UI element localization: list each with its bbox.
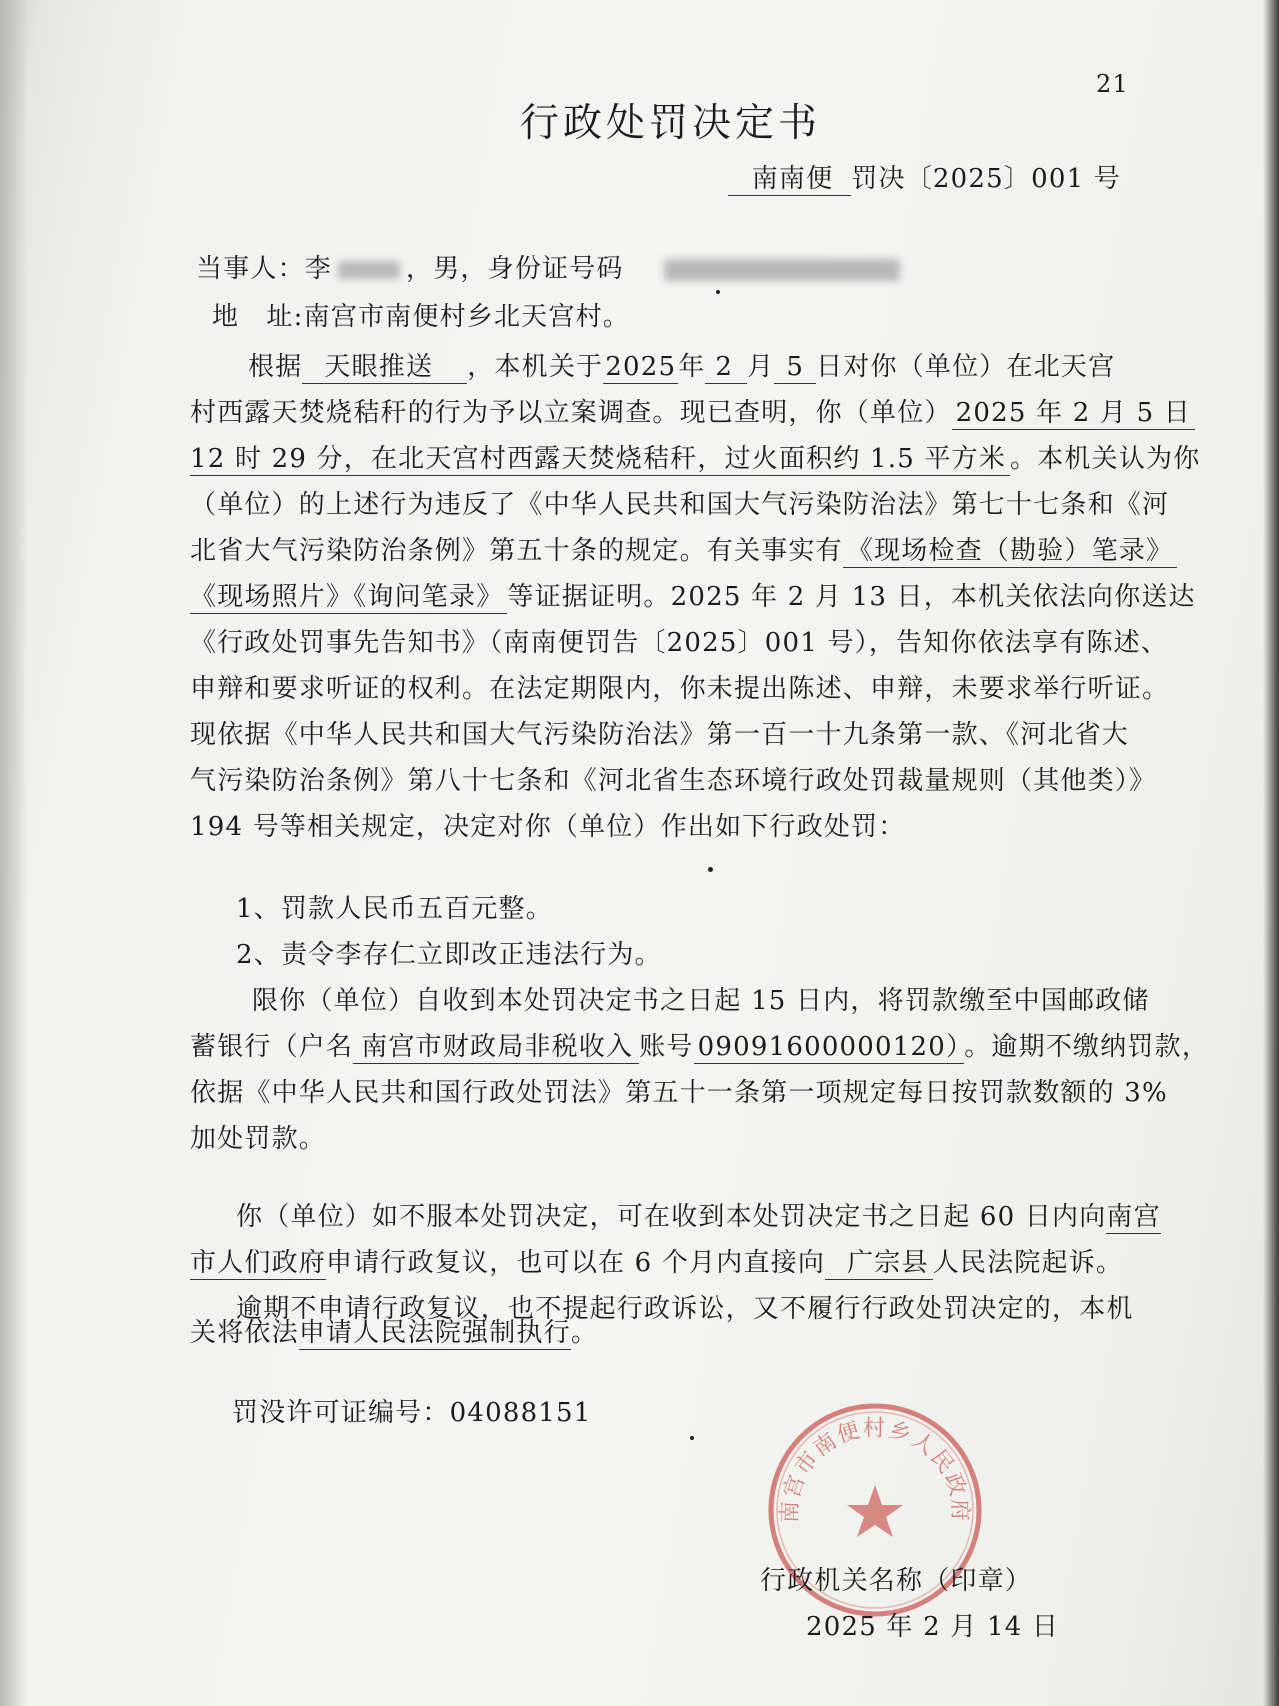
text: 根据	[248, 352, 303, 382]
penalty-item-1: 1、罚款人民币五百元整。	[236, 894, 553, 924]
paragraph-1-line-4: （单位）的上述行为违反了《中华人民共和国大气污染防治法》第七十七条和《河	[190, 490, 1170, 520]
page-edge-shadow	[0, 0, 28, 1706]
paragraph-1-line-5	[190, 530, 1177, 567]
paragraph-4-line-1: 逾期不申请行政复议，也不提起行政诉讼，又不履行行政处罚决定的，本机	[236, 1294, 1134, 1324]
text: 。本机关认为你	[1010, 444, 1201, 474]
text: 账号	[639, 1032, 694, 1062]
address-line	[212, 296, 630, 333]
fact-detail: 12 时 29 分，在北天宫村西露天焚烧秸秆，过火面积约 1.5 平方米	[190, 444, 1010, 476]
paragraph-1-line-9: 现依据《中华人民共和国大气污染防治法》第一百一十九条第一款、《河北省大	[190, 720, 1130, 750]
seal-text: 南宫市南便村乡人民政府	[777, 1416, 973, 1524]
text: 申请行政复议，也可以在 6 个月内直接向	[326, 1248, 826, 1278]
evidence-list-2: 《现场照片》《询问笔录》	[190, 582, 507, 614]
document-number-suffix: 罚决〔2025〕001 号	[851, 164, 1121, 194]
party-label: 当事人：李	[196, 254, 333, 284]
paragraph-2-line-1: 限你（单位）自收到本处罚决定书之日起 15 日内，将罚款缴至中国邮政储	[252, 986, 1150, 1016]
review-authority-1: 南宫	[1106, 1202, 1161, 1232]
evidence-list-1: 《现场检查（勘验）笔录》	[843, 536, 1177, 568]
text: 村西露天焚烧秸秆的行为予以立案调查。现已查明，你（单位）	[190, 398, 952, 428]
penalty-item-2: 2、责令李存仁立即改正违法行为。	[236, 940, 662, 970]
account-name: 南宫市财政局非税收入	[353, 1032, 639, 1064]
paragraph-1-line-2	[190, 392, 1195, 429]
text: 。逾期不缴纳罚款，	[964, 1032, 1210, 1062]
agency-abbr: 南南便	[728, 164, 852, 196]
text: 等证据证明。2025 年 2 月 13 日，本机关依法向你送达	[507, 582, 1196, 612]
paragraph-3-line-1	[236, 1196, 1161, 1233]
fact-date: 2025 年 2 月 5 日	[952, 398, 1195, 430]
text: ，本机关于	[467, 352, 604, 382]
redacted-name	[338, 261, 400, 279]
paragraph-3-line-2	[190, 1242, 1123, 1279]
case-year: 2025	[605, 352, 677, 382]
page-number: 21	[1096, 70, 1129, 98]
address-label: 地 址:	[212, 302, 304, 332]
text: 关将依法	[190, 1318, 299, 1348]
text: 日对你（单位）在北天宫	[816, 352, 1116, 382]
decision-date: 2025 年 2 月 14 日	[806, 1612, 1060, 1642]
document-number	[728, 158, 1121, 195]
speck	[690, 1436, 694, 1440]
case-month: 2	[705, 352, 747, 384]
paragraph-2-line-3: 依据《中华人民共和国行政处罚法》第五十一条第一项规定每日按罚款数额的 3%	[190, 1078, 1168, 1108]
paragraph-4-line-2	[190, 1312, 598, 1349]
permit-number: 罚没许可证编号：04088151	[232, 1398, 592, 1428]
document-title: 行政处罚决定书	[520, 101, 822, 146]
paragraph-1-line-8: 申辩和要求听证的权利。在法定期限内，你未提出陈述、申辩，未要求举行听证。	[190, 674, 1170, 704]
party-line	[196, 248, 900, 285]
agency-signature-label: 行政机关名称（印章）	[760, 1566, 1033, 1596]
paragraph-1-line-7: 《行政处罚事先告知书》（南南便罚告〔2025〕001 号），告知你依法享有陈述、	[190, 628, 1169, 658]
text: 月	[747, 352, 775, 382]
text: 你（单位）如不服本处罚决定，可在收到本处罚决定书之日起 60 日内向	[236, 1202, 1107, 1232]
text: 北省大气污染防治条例》第五十条的规定。有关事实有	[190, 536, 843, 566]
account-number: 09091600000120）	[694, 1032, 965, 1064]
paragraph-1-line-6	[190, 576, 1196, 613]
text: 人民法院起诉。	[932, 1248, 1124, 1278]
text: 蓄银行（户名	[190, 1032, 354, 1062]
text: 年	[678, 352, 706, 382]
redacted-id-number	[664, 259, 900, 281]
address-value: 南宫市南便村乡北天宫村。	[303, 302, 630, 332]
background-edge	[1263, 0, 1279, 1706]
text: 。	[570, 1318, 599, 1348]
seal-star-icon	[847, 1485, 903, 1537]
case-day: 5	[774, 352, 816, 384]
paragraph-2-line-2	[190, 1026, 1209, 1063]
enforcement-action: 申请人民法院强制执行	[298, 1318, 571, 1348]
paragraph-1-line-11: 194 号等相关规定，决定对你（单位）作出如下行政处罚：	[190, 812, 906, 842]
speck	[708, 867, 713, 872]
case-source: 天眼推送	[302, 352, 467, 384]
speck	[716, 290, 720, 294]
paragraph-1-line-1	[248, 346, 1115, 383]
party-gender-id-label: ，男，身份证号码	[406, 254, 624, 284]
paragraph-1-line-10: 气污染防治条例》第八十七条和《河北省生态环境行政处罚裁量规则（其他类）》	[190, 766, 1157, 796]
paragraph-2-line-4: 加处罚款。	[190, 1124, 327, 1154]
court-name: 广宗县	[825, 1248, 933, 1280]
paragraph-1-line-3	[190, 438, 1200, 475]
review-authority-2: 市人们政府	[190, 1248, 327, 1278]
